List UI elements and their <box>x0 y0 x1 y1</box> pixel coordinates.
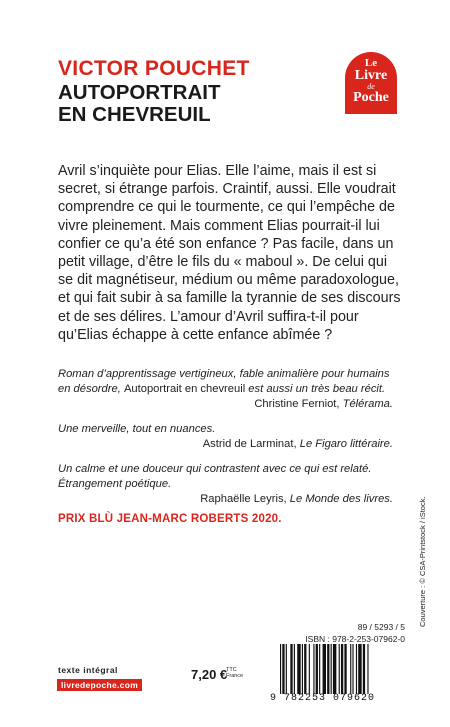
texte-integral-label: texte intégral <box>58 665 118 675</box>
logo-text-le: Le <box>364 57 378 69</box>
product-codes <box>270 621 405 645</box>
le-livre-de-poche-logo <box>345 52 397 114</box>
press-quote <box>58 367 393 412</box>
quote-text: Roman d’apprentissage vertigineux, fable animalière pour humains en désordre, Autoportrait en chevreuil est aussi un très beau récit. <box>58 368 390 395</box>
isbn: ISBN : 978-2-253-07962-0 <box>305 634 405 644</box>
title-line-1: AUTOPORTRAIT <box>58 81 221 104</box>
back-cover-blurb: Avril s’inquiète pour Elias. Elle l’aime, mais il est si secret, si étrange parfois. Craintif, aussi. Elle voudrait comprendre ce qui le tourmente, ce qui l’empêche de vivre pleinement. Mais comment Elias pourrait-il lui confier ce qu’a été son enfance ? Pas facile, dans un petit village, d’être le fils du « maboul ». De celui qui se dit magnétiseur, médium ou même paradoxologue, et qui fait subir à sa famille la tyrannie de ses discours et de ses délires. L’amour d’Avril suffira-t-il pour qu’Elias échappe à cette enfance abîmée ? <box>58 163 401 343</box>
book-title <box>58 82 318 126</box>
title-line-2: EN CHEVREUIL <box>58 103 211 126</box>
quote-source: Raphaëlle Leyris, Le Monde des livres. <box>200 493 393 505</box>
prize-line: PRIX BLÙ JEAN-MARC ROBERTS 2020. <box>58 513 282 525</box>
barcode-number: 9 782253 079620 <box>270 693 376 704</box>
barcode-icon <box>278 644 406 694</box>
press-quote <box>58 462 393 507</box>
logo-text-poche: Poche <box>353 90 389 105</box>
website-link[interactable]: livredepoche.com <box>57 679 142 691</box>
author-name: VICTOR POUCHET <box>58 57 250 80</box>
quote-text: Un calme et une douceur qui contrastent avec ce qui est relaté. Étrangement poétique. <box>58 463 372 490</box>
logo-text-livre: Livre <box>354 68 388 83</box>
quote-source: Christine Ferniot, Télérama. <box>254 398 393 410</box>
quote-text: Une merveille, tout en nuances. <box>58 423 216 435</box>
catalog-code: 89 / 5293 / 5 <box>357 622 405 632</box>
price: 7,20 € <box>191 667 228 682</box>
price-tax-note: TTC France <box>226 667 244 679</box>
press-quotes <box>58 367 393 517</box>
logo-text-de: de <box>367 82 375 91</box>
press-quote <box>58 422 393 452</box>
quote-source: Astrid de Larminat, Le Figaro littéraire. <box>202 438 393 450</box>
